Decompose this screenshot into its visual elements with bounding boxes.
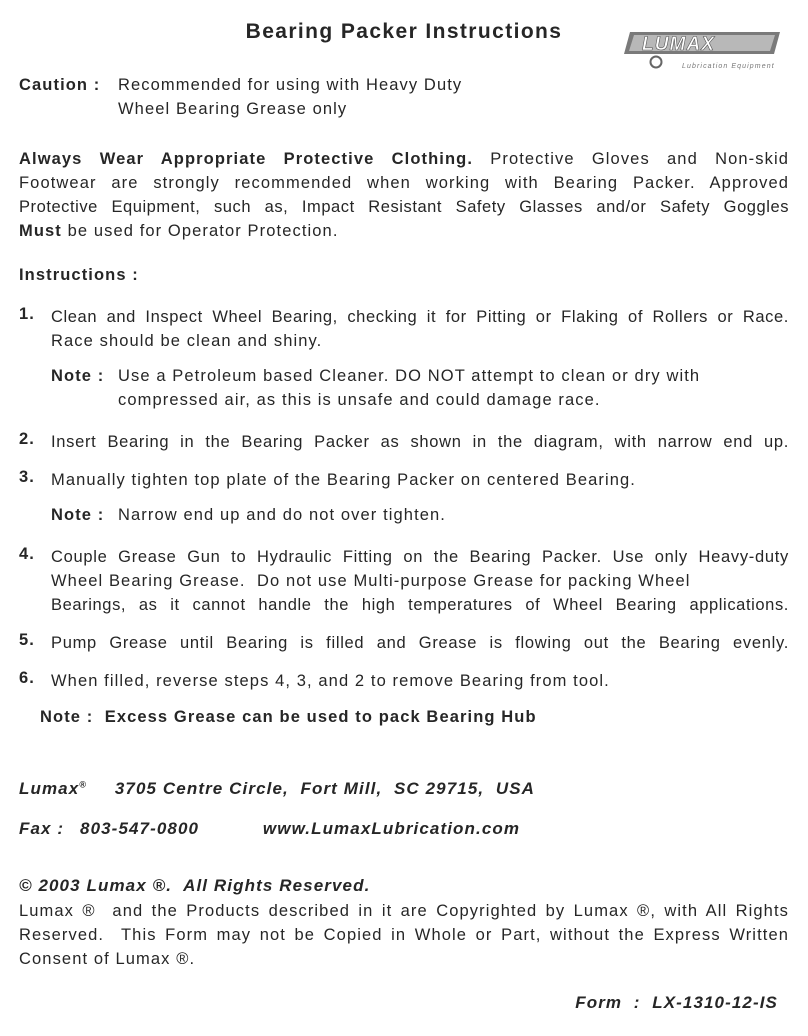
- final-note: Note : Excess Grease can be used to pack Bearing Hub: [40, 708, 537, 726]
- protective-must: Must: [19, 222, 62, 240]
- step-6-line-1: When filled, reverse steps 4, 3, and 2 to remove Bearing from tool.: [51, 672, 610, 690]
- contact-address-line: [19, 779, 535, 799]
- protective-line-1: [19, 147, 789, 171]
- protective-line-4-rest: be used for Operator Protection.: [61, 222, 339, 240]
- logo-subtext: Lubrication Equipment: [682, 63, 775, 70]
- step-5-line-1: Pump Grease until Bearing is filled and Grease is flowing out the Bearing evenly.: [51, 634, 789, 652]
- step-4-line-3: Bearings, as it cannot handle the high temperatures of Wheel Bearing applications.: [51, 596, 789, 614]
- registered-mark: ®: [79, 779, 88, 790]
- protective-line-1-rest: Protective Gloves and Non-skid: [473, 150, 789, 168]
- copyright-heading: © 2003 Lumax ®. All Rights Reserved.: [19, 876, 371, 895]
- logo-text: LUMAX: [642, 34, 716, 55]
- step-5-number: 5.: [19, 631, 35, 649]
- caution-line-1: Recommended for using with Heavy Duty: [118, 76, 463, 94]
- step-1-note-line-1: Use a Petroleum based Cleaner. DO NOT attempt to clean or dry with: [118, 367, 701, 385]
- caution-line-2: Wheel Bearing Grease only: [118, 100, 348, 118]
- step-2-number: 2.: [19, 430, 35, 448]
- company-name: Lumax: [19, 779, 80, 798]
- step-4-line-2: Wheel Bearing Grease. Do not use Multi-purpose Grease for packing Wheel: [51, 572, 691, 590]
- company-logo: [620, 24, 790, 74]
- step-3-line-1: Manually tighten top plate of the Bearing Packer on centered Bearing.: [51, 471, 636, 489]
- step-4-number: 4.: [19, 545, 35, 563]
- protective-line-4: [19, 219, 789, 243]
- company-address: 3705 Centre Circle, Fort Mill, SC 29715, USA: [114, 779, 536, 798]
- step-1-note-label: Note :: [51, 367, 105, 385]
- copyright-line-1: Lumax ® and the Products described in it are Copyrighted by Lumax ®, with All Rights: [19, 902, 789, 920]
- fax-label: Fax :: [19, 819, 65, 838]
- protective-line-2: Footwear are strongly recommended when working with Bearing Packer. Approved: [19, 174, 789, 192]
- step-1-line-1: Clean and Inspect Wheel Bearing, checking it for Pitting or Flaking of Rollers or Race.: [51, 308, 789, 326]
- protective-lead: Always Wear Appropriate Protective Clothing.: [19, 150, 474, 168]
- instructions-heading: Instructions :: [19, 266, 139, 284]
- step-4-line-1: Couple Grease Gun to Hydraulic Fitting on the Bearing Packer. Use only Heavy-duty: [51, 548, 789, 566]
- website-link[interactable]: www.LumaxLubrication.com: [262, 819, 521, 838]
- copyright-line-2: Reserved. This Form may not be Copied in Whole or Part, without the Express Written: [19, 926, 789, 944]
- step-6-number: 6.: [19, 669, 35, 687]
- step-3-number: 3.: [19, 468, 35, 486]
- step-1-note-line-2: compressed air, as this is unsafe and could damage race.: [118, 391, 601, 409]
- step-1-line-2: Race should be clean and shiny.: [51, 332, 323, 350]
- contact-fax-line: [19, 819, 520, 839]
- caution-label: Caution :: [19, 76, 101, 94]
- step-3-note-line-1: Narrow end up and do not over tighten.: [118, 506, 446, 524]
- step-2-line-1: Insert Bearing in the Bearing Packer as shown in the diagram, with narrow end up.: [51, 433, 789, 451]
- form-number: Form : LX-1310-12-IS: [575, 993, 778, 1012]
- step-3-note-label: Note :: [51, 506, 105, 524]
- copyright-line-3: Consent of Lumax ®.: [19, 950, 196, 968]
- protective-line-3: Protective Equipment, such as, Impact Resistant Safety Glasses and/or Safety Goggles: [19, 198, 789, 216]
- fax-number: 803-547-0800: [80, 819, 200, 838]
- page-title: Bearing Packer Instructions: [245, 20, 563, 43]
- step-1-number: 1.: [19, 305, 35, 323]
